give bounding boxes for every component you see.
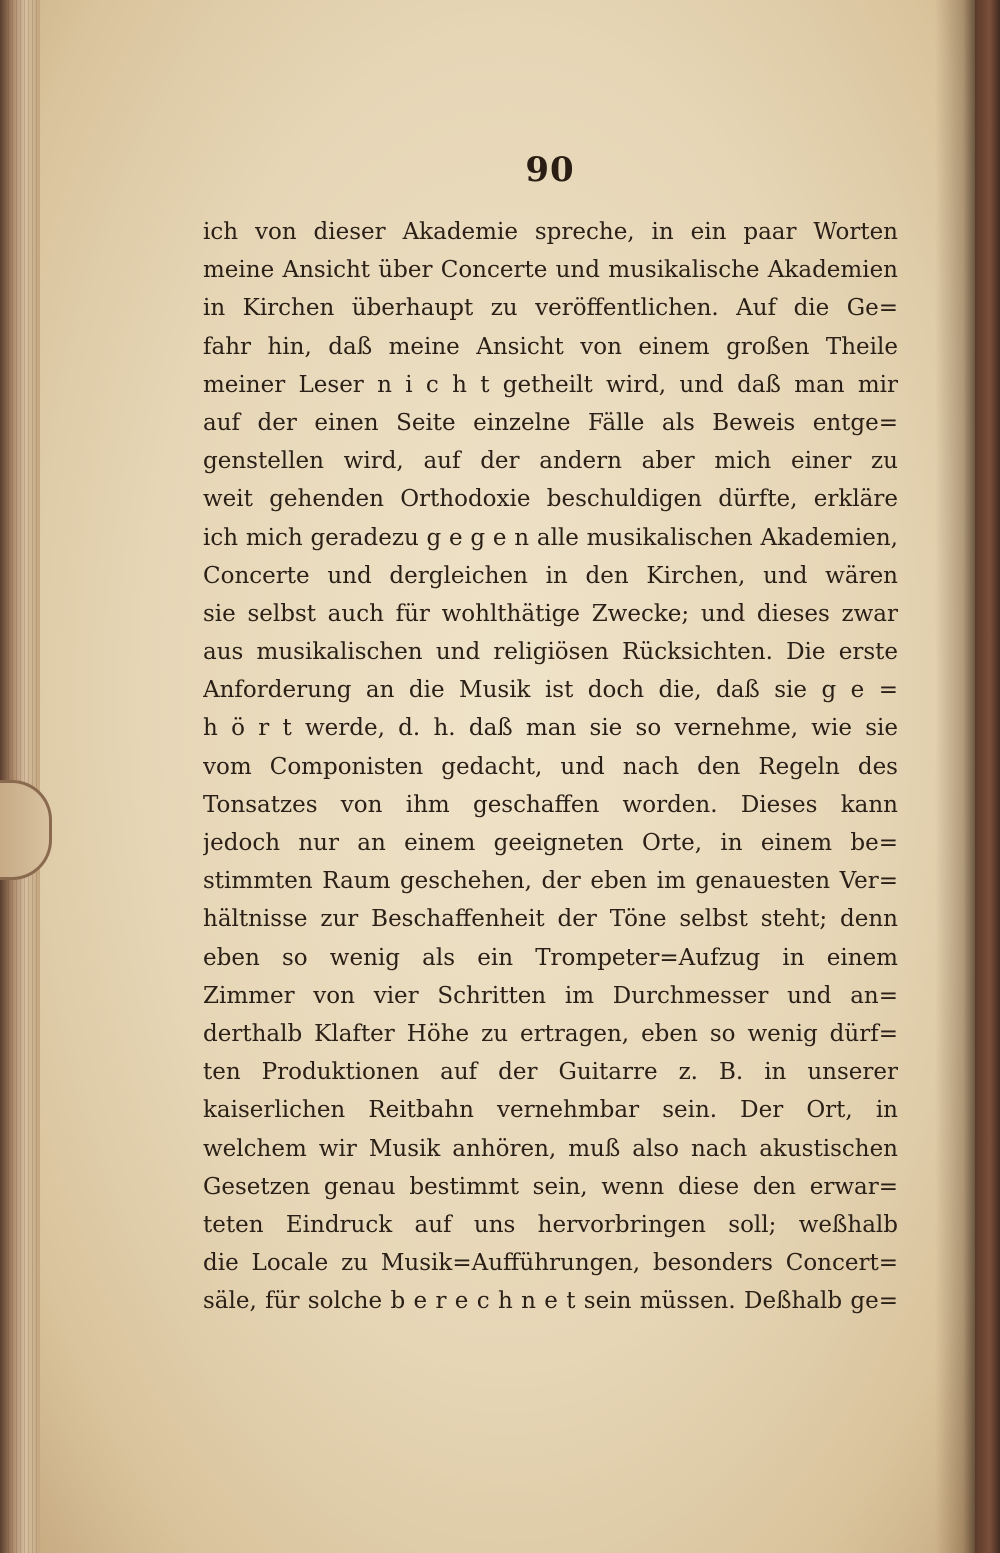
spine-shadow	[935, 0, 975, 1553]
body-text	[203, 213, 898, 1320]
page-edges	[8, 0, 44, 1553]
text-line: säle, für solche b e r e c h n e t sein müssen. Deßhalb ge=	[203, 1288, 898, 1315]
text-line: Tonsatzes von ihm geschaffen worden. Dieses kann	[203, 791, 898, 818]
text-line: kaiserlichen Reitbahn vernehmbar sein. Der Ort, in	[203, 1097, 898, 1124]
text-line: hältnisse zur Beschaffenheit der Töne selbst steht; denn	[203, 906, 898, 933]
page-number: 90	[525, 150, 575, 190]
text-line: sie selbst auch für wohlthätige Zwecke; und dieses zwar	[203, 600, 898, 627]
text-line: eben so wenig als ein Trompeter=Aufzug in einem	[203, 944, 898, 971]
text-line: fahr hin, daß meine Ansicht von einem großen Theile	[203, 333, 898, 360]
text-line: ten Produktionen auf der Guitarre z. B. in unserer	[203, 1059, 898, 1086]
text-line: Gesetzen genau bestimmt sein, wenn diese den erwar=	[203, 1173, 898, 1200]
text-line: aus musikalischen und religiösen Rücksichten. Die erste	[203, 639, 898, 666]
text-line: derthalb Klafter Höhe zu ertragen, eben so wenig dürf=	[203, 1020, 898, 1047]
text-line: meiner Leser n i c h t getheilt wird, und daß man mir	[203, 371, 898, 398]
text-line: vom Componisten gedacht, und nach den Regeln des	[203, 753, 898, 780]
text-line: auf der einen Seite einzelne Fälle als Beweis entge=	[203, 409, 898, 436]
text-line: weit gehenden Orthodoxie beschuldigen dürfte, erkläre	[203, 486, 898, 513]
text-line: stimmten Raum geschehen, der eben im genauesten Ver=	[203, 868, 898, 895]
text-line: ich mich geradezu g e g e n alle musikalischen Akademien,	[203, 524, 898, 551]
text-line: Zimmer von vier Schritten im Durchmesser und an=	[203, 982, 898, 1009]
text-line: genstellen wird, auf der andern aber mich einer zu	[203, 448, 898, 475]
text-line: welchem wir Musik anhören, muß also nach akustischen	[203, 1135, 898, 1162]
text-line: ich von dieser Akademie spreche, in ein paar Worten	[203, 219, 898, 245]
text-line: die Locale zu Musik=Aufführungen, besonders Concert=	[203, 1250, 898, 1277]
text-line: h ö r t werde, d. h. daß man sie so vernehme, wie sie	[203, 715, 898, 742]
text-line: in Kirchen überhaupt zu veröffentlichen. Auf die Ge=	[203, 295, 898, 322]
book-right-edge	[975, 0, 1000, 1553]
text-line: jedoch nur an einem geeigneten Orte, in einem be=	[203, 830, 898, 856]
text-line: teten Eindruck auf uns hervorbringen soll; weßhalb	[203, 1211, 898, 1238]
text-line: Concerte und dergleichen in den Kirchen, und wären	[203, 562, 898, 589]
text-line: Anforderung an die Musik ist doch die, daß sie g e =	[203, 677, 898, 704]
text-line: meine Ansicht über Concerte und musikalische Akademien	[203, 257, 898, 284]
